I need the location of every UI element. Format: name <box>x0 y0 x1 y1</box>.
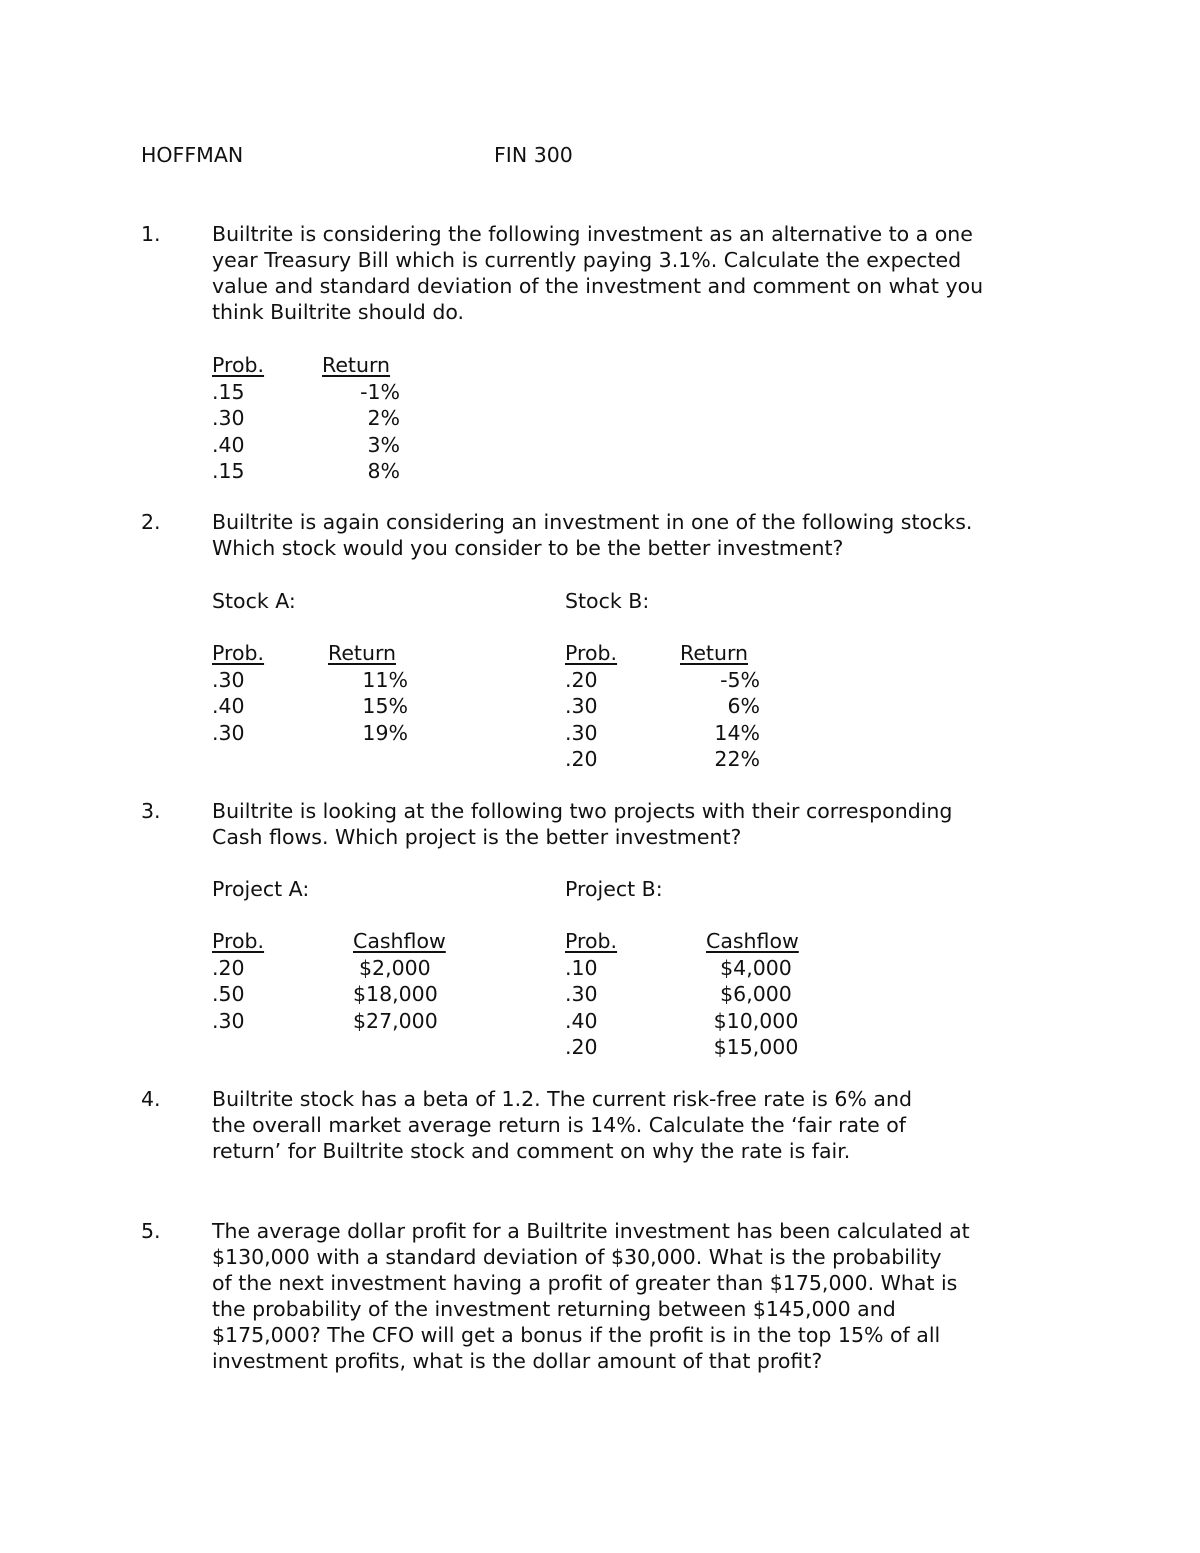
table-row <box>565 720 760 747</box>
return-cell: 22% <box>714 747 760 771</box>
prob-cell: .40 <box>212 432 245 457</box>
project-b-table <box>565 928 806 1061</box>
cashflow-cell: $4,000 <box>720 955 792 980</box>
text-line: The average dollar profit for a Builtrite investment has been calculated at <box>212 1219 970 1243</box>
prob-cell: .30 <box>212 1008 245 1033</box>
prob-cell: .15 <box>212 379 245 404</box>
text-line: $175,000? The CFO will get a bonus if the profit is in the top 15% of all <box>212 1323 941 1347</box>
table-row <box>212 379 400 406</box>
question-4-text <box>212 1086 1042 1164</box>
stock-a-table <box>212 640 408 746</box>
text-line: Builtrite stock has a beta of 1.2. The current risk-free rate is 6% and <box>212 1087 912 1111</box>
table-row <box>565 981 806 1008</box>
question-3-number: 3. <box>141 799 161 823</box>
prob-cell: .30 <box>212 720 245 745</box>
prob-cell: .20 <box>212 955 245 980</box>
prob-cell: .10 <box>565 955 598 980</box>
cashflow-header: Cashflow <box>706 929 799 953</box>
text-line: the probability of the investment returning between $145,000 and <box>212 1297 896 1321</box>
table-row <box>212 405 400 432</box>
table-row <box>212 955 453 982</box>
prob-cell: .20 <box>565 1035 598 1059</box>
return-cell: 11% <box>362 667 408 692</box>
table-row <box>212 1008 453 1035</box>
table-row <box>565 1008 806 1035</box>
table-header-row <box>565 928 806 955</box>
table-row <box>565 693 760 720</box>
prob-cell: .50 <box>212 982 245 1006</box>
text-line: investment profits, what is the dollar amount of that profit? <box>212 1349 823 1373</box>
project-a-table <box>212 928 453 1034</box>
text-line: the overall market average return is 14%. Calculate the ‘fair rate of <box>212 1113 907 1137</box>
prob-cell: .30 <box>565 982 598 1006</box>
stock-b-label: Stock B: <box>565 589 650 613</box>
author-name: HOFFMAN <box>141 143 244 167</box>
prob-cell: .40 <box>565 1008 598 1033</box>
table-row <box>565 955 806 982</box>
question-2-text <box>212 509 1042 561</box>
return-cell: -5% <box>720 667 760 692</box>
prob-header: Prob. <box>212 353 265 377</box>
return-cell: 15% <box>362 694 408 718</box>
table-row <box>212 720 408 747</box>
question-4-number: 4. <box>141 1087 161 1111</box>
return-cell: 6% <box>727 694 760 718</box>
prob-cell: .40 <box>212 694 245 718</box>
text-line: Builtrite is looking at the following two projects with their corresponding <box>212 799 953 823</box>
prob-header: Prob. <box>565 929 618 953</box>
question-1-number: 1. <box>141 222 161 246</box>
cashflow-cell: $10,000 <box>713 1008 799 1033</box>
prob-cell: .20 <box>565 747 598 771</box>
prob-header: Prob. <box>212 929 265 953</box>
table-row <box>565 667 760 694</box>
course-code: FIN 300 <box>494 143 573 167</box>
question-2-number: 2. <box>141 510 161 534</box>
text-line: of the next investment having a profit of greater than $175,000. What is <box>212 1271 958 1295</box>
return-cell: 8% <box>367 459 400 483</box>
table-row <box>212 693 408 720</box>
return-cell: -1% <box>360 379 400 404</box>
prob-cell: .15 <box>212 459 245 483</box>
table-header-row <box>212 928 453 955</box>
prob-header: Prob. <box>565 641 618 665</box>
return-cell: 19% <box>362 720 408 745</box>
stock-a-label: Stock A: <box>212 589 296 613</box>
prob-cell: .30 <box>212 667 245 692</box>
table-row <box>212 458 400 485</box>
return-header: Return <box>328 641 397 665</box>
table-row <box>212 981 453 1008</box>
cashflow-cell: $27,000 <box>353 1008 438 1033</box>
cashflow-cell: $2,000 <box>359 955 431 980</box>
prob-cell: .30 <box>212 406 245 430</box>
prob-header: Prob. <box>212 641 265 665</box>
table-row <box>565 1034 806 1061</box>
prob-cell: .30 <box>565 720 598 745</box>
question-1-text <box>212 221 1042 325</box>
cashflow-cell: $15,000 <box>713 1035 799 1059</box>
return-header: Return <box>322 353 391 377</box>
text-line: $130,000 with a standard deviation of $30,000. What is the probability <box>212 1245 942 1269</box>
question-5-number: 5. <box>141 1219 161 1243</box>
cashflow-header: Cashflow <box>353 929 446 953</box>
question-1-table <box>212 352 400 485</box>
cashflow-cell: $6,000 <box>720 982 792 1006</box>
text-line: value and standard deviation of the investment and comment on what you <box>212 274 984 298</box>
prob-cell: .30 <box>565 694 598 718</box>
table-header-row <box>212 640 408 667</box>
return-cell: 14% <box>714 720 760 745</box>
stock-b-table <box>565 640 760 773</box>
question-3-text <box>212 798 1042 850</box>
question-5-text <box>212 1218 1042 1374</box>
text-line: Which stock would you consider to be the better investment? <box>212 536 844 560</box>
table-row <box>212 667 408 694</box>
cashflow-cell: $18,000 <box>353 982 438 1006</box>
text-line: return’ for Builtrite stock and comment on why the rate is fair. <box>212 1139 851 1163</box>
table-row <box>565 746 760 773</box>
text-line: think Builtrite should do. <box>212 300 465 324</box>
text-line: Cash flows. Which project is the better investment? <box>212 825 742 849</box>
text-line: Builtrite is again considering an investment in one of the following stocks. <box>212 510 973 534</box>
table-row <box>212 432 400 459</box>
return-header: Return <box>680 641 749 665</box>
table-header-row <box>565 640 760 667</box>
return-cell: 2% <box>367 406 400 430</box>
return-cell: 3% <box>367 432 400 457</box>
project-b-label: Project B: <box>565 877 663 901</box>
project-a-label: Project A: <box>212 877 310 901</box>
table-header-row <box>212 352 400 379</box>
prob-cell: .20 <box>565 667 598 692</box>
text-line: Builtrite is considering the following investment as an alternative to a one <box>212 222 973 246</box>
text-line: year Treasury Bill which is currently paying 3.1%. Calculate the expected <box>212 248 962 272</box>
